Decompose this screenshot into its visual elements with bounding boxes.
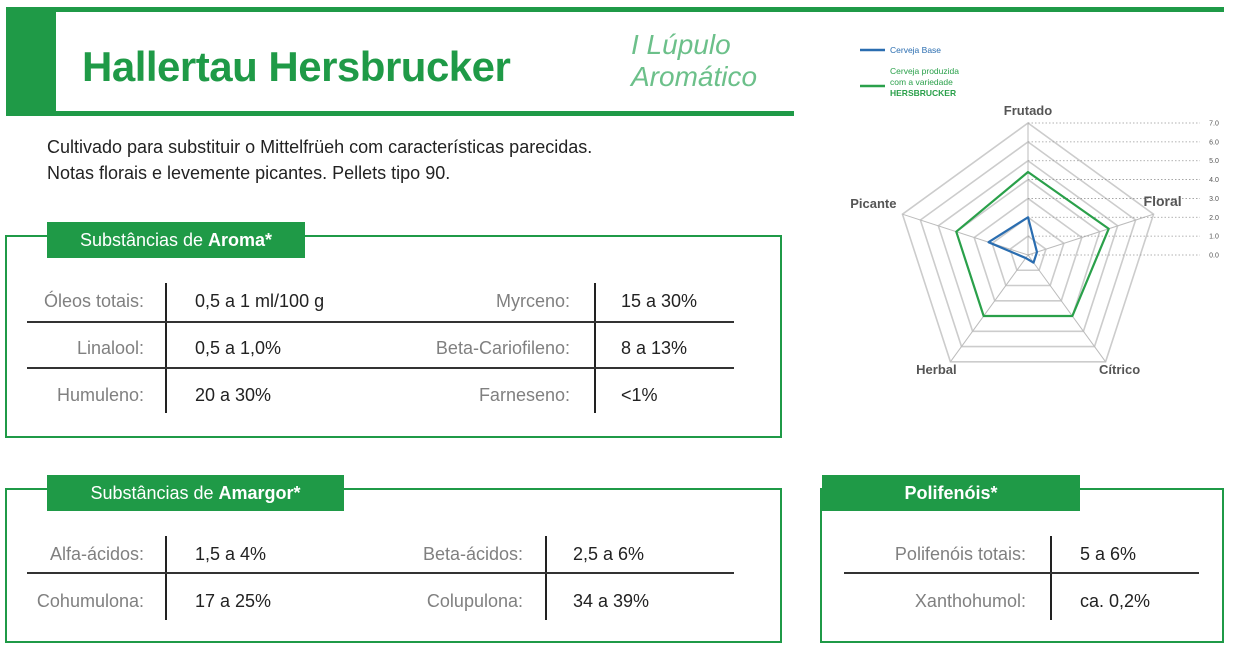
amargor-label: Colupulona: (426, 591, 523, 611)
polifenois-row (822, 591, 1224, 615)
amargor-row (7, 591, 782, 615)
amargor-rule-1 (27, 572, 734, 574)
aroma-label: Óleos totais: (43, 291, 144, 311)
aroma-row (7, 338, 782, 362)
aroma-row (7, 385, 782, 409)
legend-label-hersbrucker: com a variedade (890, 77, 953, 87)
polifenois-panel (820, 483, 1224, 643)
amargor-label: Cohumulona: (36, 591, 144, 611)
aroma-panel (5, 230, 782, 438)
polifenois-value: 5 a 6% (1080, 544, 1137, 564)
amargor-value: 34 a 39% (573, 591, 650, 611)
radar-series-2 (956, 172, 1108, 316)
polifenois-label: Polifenóis totais: (894, 544, 1026, 564)
aroma-label: Myrceno: (495, 291, 570, 311)
radar-category-label: Cítrico (1099, 361, 1141, 377)
polifenois-rule (844, 572, 1199, 574)
description-line-1: Cultivado para substituir o Mittelfrüeh com características parecidas. (47, 137, 593, 157)
polifenois-label: Xanthohumol: (914, 591, 1026, 611)
radar-scale-label: 2.0 (1209, 214, 1219, 222)
radar-scale-label: 4.0 (1209, 177, 1219, 185)
page-subtitle (631, 29, 757, 93)
aroma-row (7, 291, 782, 315)
amargor-value: 1,5 a 4% (195, 544, 267, 564)
polifenois-tab (822, 475, 1080, 511)
aroma-tab-prefix: Substâncias de (79, 230, 209, 250)
amargor-value: 17 a 25% (195, 591, 272, 611)
polifenois-value: ca. 0,2% (1080, 591, 1151, 611)
amargor-tab-bold: Amargor* (218, 483, 301, 503)
amargor-row (7, 544, 782, 568)
description-line-2: Notas florais e levemente picantes. Pellets tipo 90. (47, 163, 451, 183)
subtitle-line-2: Aromático (631, 61, 758, 92)
aroma-value: 0,5 a 1,0% (195, 338, 282, 358)
aroma-value: 15 a 30% (621, 291, 698, 311)
radar-scale-label: 0.0 (1209, 252, 1219, 260)
radar-scale-label: 7.0 (1209, 120, 1219, 128)
page-title: Hallertau Hersbrucker (82, 43, 511, 90)
radar-chart (830, 40, 1230, 380)
legend-label-hersbrucker: HERSBRUCKER (890, 88, 957, 98)
amargor-value: 2,5 a 6% (573, 544, 645, 564)
amargor-tab-prefix: Substâncias de (90, 483, 219, 503)
amargor-panel (5, 483, 782, 643)
aroma-value: 8 a 13% (621, 338, 688, 358)
aroma-tab-bold: Aroma* (208, 230, 273, 250)
radar-scale-label: 1.0 (1209, 233, 1219, 241)
radar-scale-label: 6.0 (1209, 139, 1219, 147)
radar-category-label: Frutado (1003, 103, 1053, 118)
aroma-label: Farneseno: (478, 385, 570, 405)
amargor-label: Beta-ácidos: (422, 544, 523, 564)
aroma-value: <1% (621, 385, 658, 405)
polifenois-tab-bold: Polifenóis* (904, 483, 998, 503)
radar-axis (1028, 214, 1154, 255)
radar-category-label: Floral (1143, 193, 1182, 210)
subtitle-line-1: I Lúpulo (631, 29, 731, 60)
amargor-label: Alfa-ácidos: (49, 544, 144, 564)
aroma-label: Linalool: (76, 338, 144, 358)
amargor-tab (47, 475, 344, 511)
radar-axis (902, 214, 1028, 255)
description (47, 134, 592, 186)
aroma-value: 20 a 30% (195, 385, 272, 405)
aroma-tab (47, 222, 305, 258)
radar-category-label: Picante (850, 196, 897, 212)
radar-category-label: Herbal (916, 361, 957, 377)
radar-scale-label: 3.0 (1209, 195, 1219, 203)
title-block (6, 7, 794, 116)
legend-label-base: Cerveja Base (890, 45, 942, 55)
legend-label-hersbrucker: Cerveja produzida (890, 66, 959, 76)
aroma-rule-1 (27, 321, 734, 323)
aroma-label: Humuleno: (56, 385, 144, 405)
aroma-value: 0,5 a 1 ml/100 g (195, 291, 325, 311)
title-accent-bar (6, 7, 56, 111)
radar-scale-label: 5.0 (1209, 158, 1219, 166)
aroma-label: Beta-Cariofileno: (435, 338, 570, 358)
polifenois-row (822, 544, 1224, 568)
aroma-rule-2 (27, 367, 734, 369)
